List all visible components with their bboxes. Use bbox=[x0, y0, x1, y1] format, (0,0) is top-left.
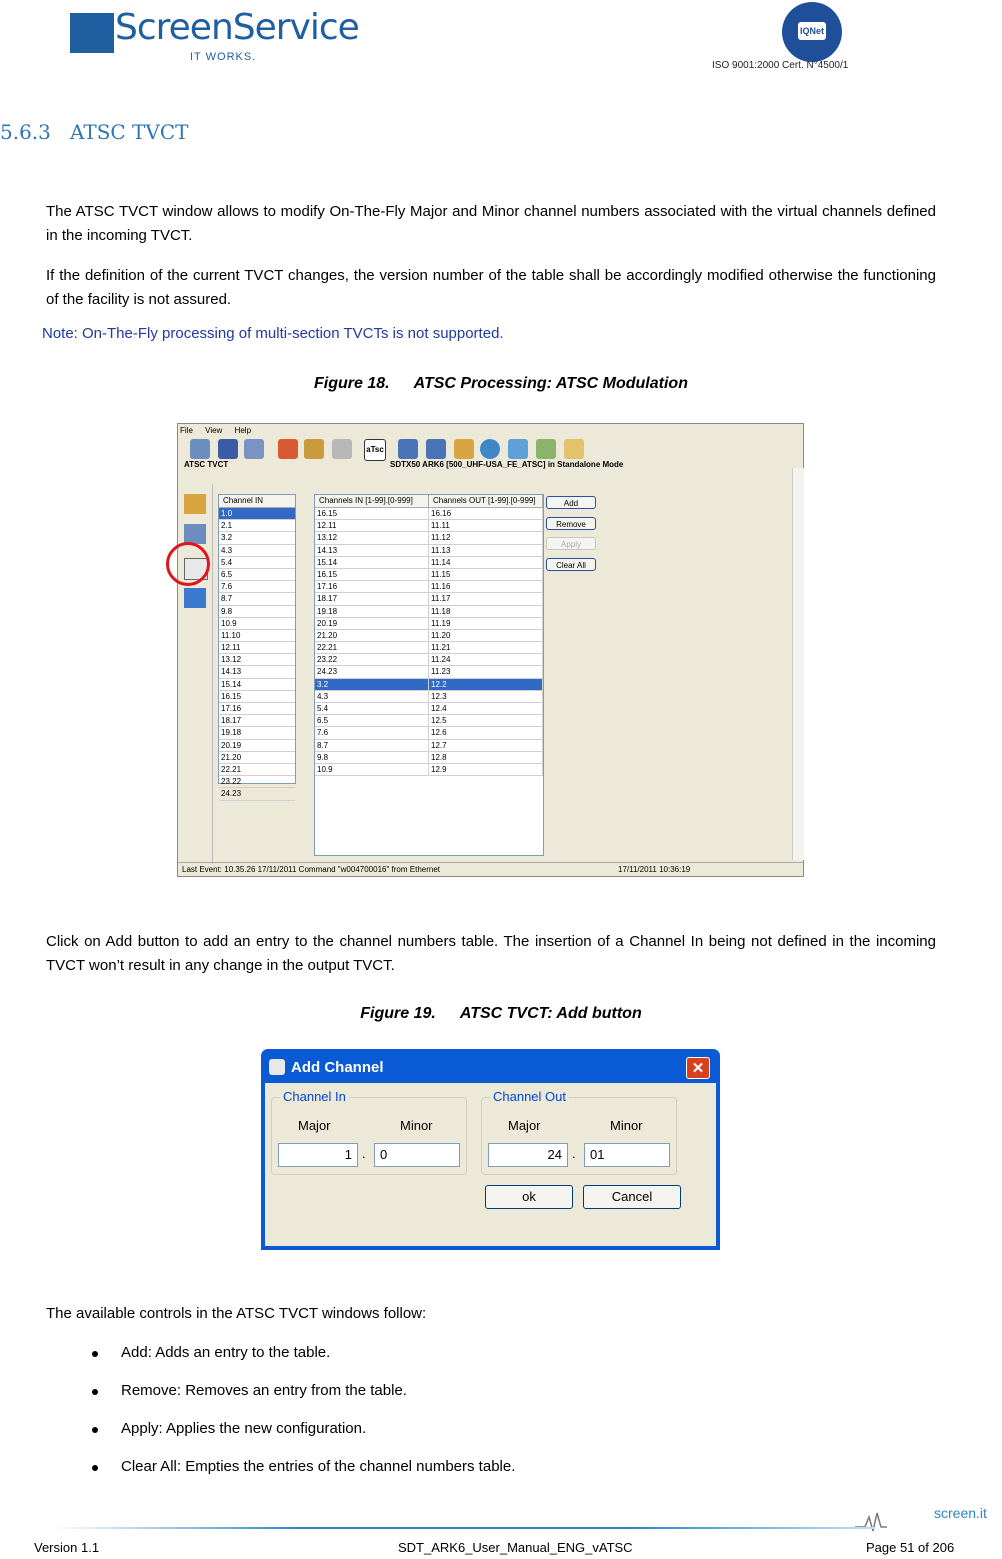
channel-in-group bbox=[271, 1089, 467, 1175]
bullet-remove: Remove: Removes an entry from the table. bbox=[121, 1382, 407, 1399]
cell-channel-out: 12.8 bbox=[429, 752, 543, 763]
device-icon[interactable] bbox=[332, 439, 352, 459]
cell-channel-out: 11.21 bbox=[429, 642, 543, 653]
table-row[interactable] bbox=[315, 679, 543, 691]
check-icon[interactable] bbox=[536, 439, 556, 459]
in-minor-label: Minor bbox=[400, 1118, 433, 1133]
out-minor-label: Minor bbox=[610, 1118, 643, 1133]
network-icon[interactable] bbox=[190, 439, 210, 459]
cell-channel-out: 12.3 bbox=[429, 691, 543, 702]
cell-channel-out: 12.7 bbox=[429, 740, 543, 751]
cell-channel-in: 5.4 bbox=[315, 703, 429, 714]
cell-channel-in: 16.15 bbox=[315, 508, 429, 519]
cell-channel-out: 12.5 bbox=[429, 715, 543, 726]
list-item[interactable]: 17.16 bbox=[219, 703, 295, 715]
table-row[interactable] bbox=[315, 752, 543, 764]
nav-settings-icon[interactable] bbox=[184, 524, 206, 544]
footer-brand: screen.it bbox=[934, 1505, 987, 1521]
footer-version: Version 1.1 bbox=[34, 1540, 100, 1555]
nav-home-icon[interactable] bbox=[184, 494, 206, 514]
table-row[interactable] bbox=[315, 715, 543, 727]
signal-icon[interactable] bbox=[398, 439, 418, 459]
certification-seal bbox=[782, 2, 842, 62]
cell-channel-out: 12.9 bbox=[429, 764, 543, 775]
in-major-label: Major bbox=[298, 1118, 331, 1133]
paragraph-intro: The ATSC TVCT window allows to modify On-The-Fly Major and Minor channel numbers associated with the virtual channels defined in the incoming TVCT. bbox=[46, 203, 936, 244]
cell-channel-in: 6.5 bbox=[315, 715, 429, 726]
in-separator: . bbox=[362, 1146, 366, 1161]
table-row[interactable] bbox=[315, 569, 543, 581]
cell-channel-in: 24.23 bbox=[315, 666, 429, 677]
list-item[interactable]: 11.10 bbox=[219, 630, 295, 642]
globe-icon[interactable] bbox=[480, 439, 500, 459]
menu-view[interactable]: View bbox=[205, 426, 223, 435]
scrollbar[interactable] bbox=[792, 468, 804, 860]
cell-channel-in: 15.14 bbox=[315, 557, 429, 568]
table-header-out: Channels OUT [1-99].[0-999] bbox=[429, 495, 543, 507]
table-row[interactable] bbox=[315, 630, 543, 642]
company-logo bbox=[70, 5, 359, 70]
cell-channel-out: 11.14 bbox=[429, 557, 543, 568]
figure18-title: ATSC Processing: ATSC Modulation bbox=[413, 375, 688, 392]
ok-button[interactable]: ok bbox=[485, 1185, 573, 1209]
list-item[interactable]: 23.22 bbox=[219, 776, 295, 788]
cert-logo: IQNet bbox=[798, 22, 826, 40]
list-item[interactable]: 24.23 bbox=[219, 788, 295, 800]
status-datetime: 17/11/2011 10:36:19 bbox=[618, 865, 691, 874]
window-title: ATSC TVCT bbox=[184, 460, 229, 469]
list-item[interactable]: 16.15 bbox=[219, 691, 295, 703]
cell-channel-in: 13.12 bbox=[315, 532, 429, 543]
list-item[interactable]: 18.17 bbox=[219, 715, 295, 727]
list-item[interactable]: 20.19 bbox=[219, 740, 295, 752]
footer-page: Page 51 of 206 bbox=[866, 1540, 955, 1555]
cell-channel-in: 4.3 bbox=[315, 691, 429, 702]
table-row[interactable] bbox=[315, 618, 543, 630]
table-row[interactable] bbox=[315, 520, 543, 532]
out-separator: . bbox=[572, 1146, 576, 1161]
list-item[interactable]: 19.18 bbox=[219, 727, 295, 739]
cell-channel-out: 11.18 bbox=[429, 606, 543, 617]
channel-numbers-table[interactable] bbox=[314, 494, 544, 856]
highlight-circle bbox=[166, 542, 210, 586]
cell-channel-in: 21.20 bbox=[315, 630, 429, 641]
list-item[interactable]: 4.3 bbox=[219, 545, 295, 557]
cell-channel-out: 11.24 bbox=[429, 654, 543, 665]
atsc-icon[interactable]: aTsc bbox=[364, 439, 386, 461]
in-major-field[interactable]: 1 bbox=[278, 1143, 358, 1167]
cell-channel-in: 19.18 bbox=[315, 606, 429, 617]
table-row[interactable] bbox=[315, 508, 543, 520]
edit-icon[interactable] bbox=[564, 439, 584, 459]
list-item[interactable]: 1.0 bbox=[219, 508, 295, 520]
cell-channel-in: 20.19 bbox=[315, 618, 429, 629]
figure18-label: Figure 18. bbox=[314, 375, 390, 392]
cert-text: ISO 9001:2000 Cert. N°4500/1 bbox=[712, 60, 849, 71]
cell-channel-in: 14.13 bbox=[315, 545, 429, 556]
footer-wave-icon bbox=[855, 1505, 945, 1535]
table-row[interactable] bbox=[315, 727, 543, 739]
cell-channel-in: 22.21 bbox=[315, 642, 429, 653]
device-title: SDTX50 ARK6 [500_UHF-USA_FE_ATSC] in Standalone Mode bbox=[390, 460, 624, 469]
channel-out-group bbox=[481, 1089, 677, 1175]
table-row[interactable] bbox=[315, 764, 543, 776]
figure18-caption bbox=[0, 375, 1002, 393]
out-major-field[interactable]: 24 bbox=[488, 1143, 568, 1167]
figure19-caption bbox=[0, 1005, 1002, 1023]
bullet-add: Add: Adds an entry to the table. bbox=[121, 1344, 331, 1361]
menu-help[interactable]: Help bbox=[234, 426, 252, 435]
cell-channel-out: 16.16 bbox=[429, 508, 543, 519]
list-item[interactable]: 21.20 bbox=[219, 752, 295, 764]
channel-out-group-title: Channel Out bbox=[490, 1089, 569, 1104]
list-item[interactable]: 8.7 bbox=[219, 593, 295, 605]
logo-tagline: IT WORKS. bbox=[190, 51, 257, 63]
list-item[interactable]: 2.1 bbox=[219, 520, 295, 532]
apply-button[interactable]: Apply bbox=[546, 537, 596, 550]
window-titlebar bbox=[180, 460, 801, 472]
cell-channel-out: 12.4 bbox=[429, 703, 543, 714]
in-minor-field[interactable]: 0 bbox=[374, 1143, 460, 1167]
cell-channel-out: 11.23 bbox=[429, 666, 543, 677]
list-item[interactable]: 5.4 bbox=[219, 557, 295, 569]
table-row[interactable] bbox=[315, 666, 543, 678]
logo-mark bbox=[70, 13, 114, 53]
status-bar bbox=[178, 862, 803, 877]
table-row[interactable] bbox=[315, 581, 543, 593]
list-item[interactable]: 22.21 bbox=[219, 764, 295, 776]
table-row[interactable] bbox=[315, 703, 543, 715]
list-item[interactable]: 13.12 bbox=[219, 654, 295, 666]
table-row[interactable] bbox=[315, 654, 543, 666]
list-item[interactable]: 14.13 bbox=[219, 666, 295, 678]
dialog-body bbox=[265, 1083, 716, 1246]
table-row[interactable] bbox=[315, 740, 543, 752]
cell-channel-in: 7.6 bbox=[315, 727, 429, 738]
table-header bbox=[315, 495, 543, 508]
cell-channel-in: 8.7 bbox=[315, 740, 429, 751]
channel-in-rows bbox=[219, 508, 295, 801]
cell-channel-out: 12.2 bbox=[429, 679, 543, 690]
cell-channel-in: 17.16 bbox=[315, 581, 429, 592]
add-channel-dialog bbox=[261, 1049, 720, 1250]
cell-channel-out: 11.19 bbox=[429, 618, 543, 629]
left-navigation bbox=[178, 484, 213, 864]
cell-channel-out: 11.20 bbox=[429, 630, 543, 641]
cancel-button[interactable]: Cancel bbox=[583, 1185, 681, 1209]
out-minor-field[interactable]: 01 bbox=[584, 1143, 670, 1167]
remove-button[interactable]: Remove bbox=[546, 517, 596, 530]
clear-all-button[interactable]: Clear All bbox=[546, 558, 596, 571]
signal2-icon[interactable] bbox=[426, 439, 446, 459]
upload-icon[interactable] bbox=[304, 439, 324, 459]
section-heading bbox=[0, 120, 188, 144]
list-item[interactable]: 10.9 bbox=[219, 618, 295, 630]
out-major-label: Major bbox=[508, 1118, 541, 1133]
dialog-title: Add Channel bbox=[291, 1059, 384, 1076]
table-row[interactable] bbox=[315, 545, 543, 557]
cell-channel-out: 11.11 bbox=[429, 520, 543, 531]
cell-channel-in: 9.8 bbox=[315, 752, 429, 763]
toolbar bbox=[178, 436, 803, 462]
channel-in-header: Channel IN bbox=[219, 495, 295, 508]
table-rows bbox=[315, 508, 543, 776]
cell-channel-in: 10.9 bbox=[315, 764, 429, 775]
cell-channel-out: 11.15 bbox=[429, 569, 543, 580]
table-row[interactable] bbox=[315, 593, 543, 605]
add-button[interactable]: Add bbox=[546, 496, 596, 509]
java-icon bbox=[269, 1059, 285, 1075]
table-header-in: Channels IN [1-99].[0-999] bbox=[315, 495, 429, 507]
table-row[interactable] bbox=[315, 557, 543, 569]
footer-doc-name: SDT_ARK6_User_Manual_ENG_vATSC bbox=[398, 1540, 633, 1555]
save-icon[interactable] bbox=[218, 439, 238, 459]
logo-text: ScreenService bbox=[115, 7, 359, 48]
figure19-label: Figure 19. bbox=[360, 1005, 436, 1022]
cell-channel-in: 12.11 bbox=[315, 520, 429, 531]
note: Note: On-The-Fly processing of multi-section TVCTs is not supported. bbox=[42, 325, 504, 342]
folder-icon[interactable] bbox=[244, 439, 264, 459]
table-row[interactable] bbox=[315, 691, 543, 703]
controls-intro: The available controls in the ATSC TVCT windows follow: bbox=[46, 1305, 427, 1322]
paragraph-version: If the definition of the current TVCT changes, the version number of the table shall be accordingly modified otherwise the functioning of the facility is not assured. bbox=[46, 267, 936, 308]
package-icon[interactable] bbox=[454, 439, 474, 459]
table-row[interactable] bbox=[315, 532, 543, 544]
paragraph-add: Click on Add button to add an entry to the channel numbers table. The insertion of a Channel In being not defined in the incoming TVCT won’t result in any change in the output TVCT. bbox=[46, 933, 936, 974]
cell-channel-out: 11.12 bbox=[429, 532, 543, 543]
menu-bar bbox=[180, 426, 261, 435]
figure19-title: ATSC TVCT: Add button bbox=[459, 1005, 642, 1022]
channel-in-group-title: Channel In bbox=[280, 1089, 349, 1104]
connect-icon[interactable] bbox=[508, 439, 528, 459]
section-number: 5.6.3 bbox=[0, 120, 51, 144]
table-row[interactable] bbox=[315, 642, 543, 654]
list-item[interactable]: 7.6 bbox=[219, 581, 295, 593]
channel-in-list[interactable] bbox=[218, 494, 296, 799]
footer-rule bbox=[55, 1527, 875, 1529]
table-row[interactable] bbox=[315, 606, 543, 618]
status-last-event: Last Event: 10.35.26 17/11/2011 Command "w004700016" from Ethernet bbox=[182, 865, 440, 874]
cell-channel-out: 11.16 bbox=[429, 581, 543, 592]
cell-channel-in: 3.2 bbox=[315, 679, 429, 690]
cell-channel-out: 11.17 bbox=[429, 593, 543, 604]
cell-channel-in: 23.22 bbox=[315, 654, 429, 665]
list-item[interactable]: 3.2 bbox=[219, 532, 295, 544]
cell-channel-out: 11.13 bbox=[429, 545, 543, 556]
section-title: ATSC TVCT bbox=[70, 120, 189, 144]
list-item[interactable]: 15.14 bbox=[219, 679, 295, 691]
atsc-tvct-window bbox=[177, 423, 804, 877]
list-item[interactable]: 12.11 bbox=[219, 642, 295, 654]
cell-channel-in: 16.15 bbox=[315, 569, 429, 580]
cell-channel-in: 18.17 bbox=[315, 593, 429, 604]
cell-channel-out: 12.6 bbox=[429, 727, 543, 738]
close-icon[interactable]: ✕ bbox=[686, 1057, 710, 1079]
list-item[interactable]: 6.5 bbox=[219, 569, 295, 581]
bullet-clear-all: Clear All: Empties the entries of the channel numbers table. bbox=[121, 1458, 516, 1475]
bullet-apply: Apply: Applies the new configuration. bbox=[121, 1420, 367, 1437]
nav-send-icon[interactable] bbox=[184, 588, 206, 608]
home-icon[interactable] bbox=[278, 439, 298, 459]
menu-file[interactable]: File bbox=[180, 426, 193, 435]
list-item[interactable]: 9.8 bbox=[219, 606, 295, 618]
